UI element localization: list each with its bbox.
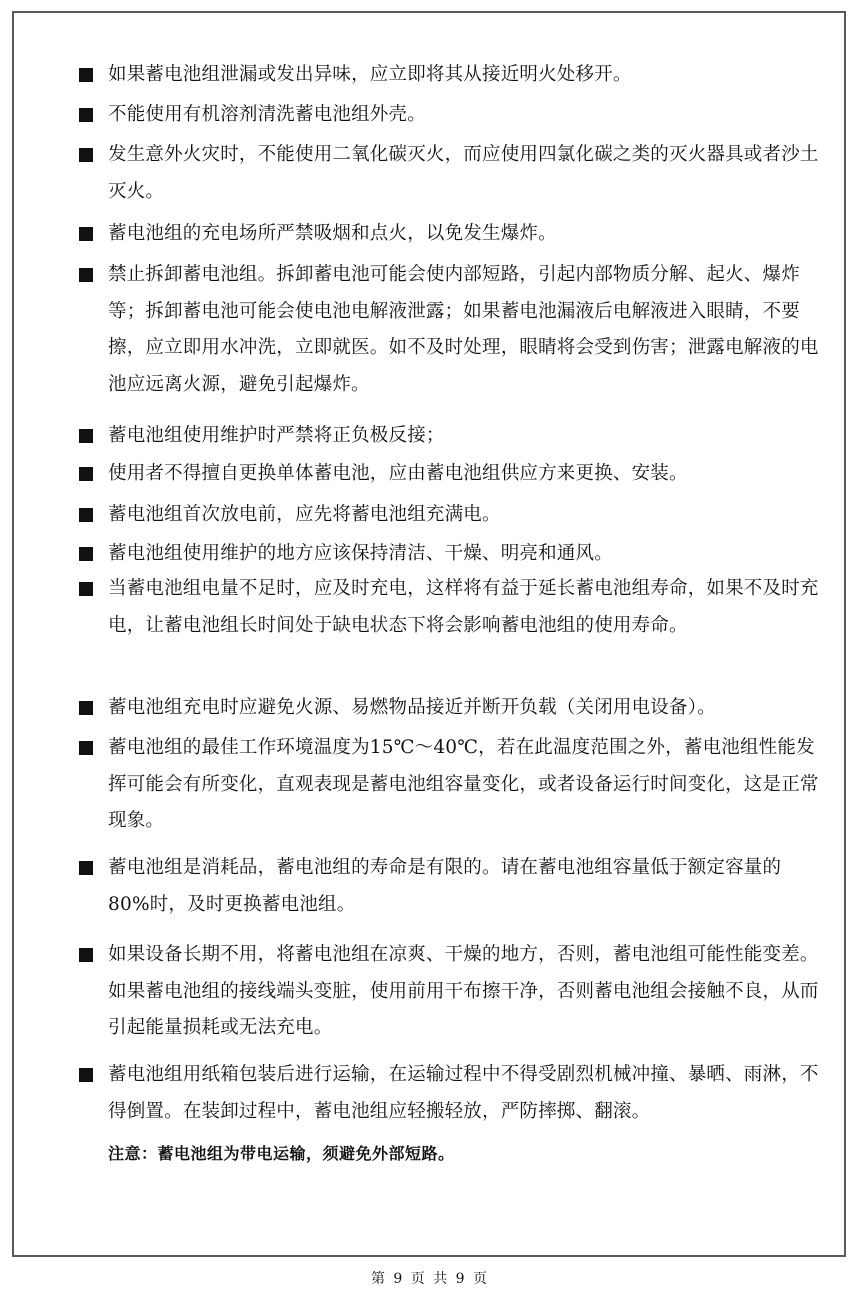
list-item: 如果设备长期不用，将蓄电池组在凉爽、干燥的地方，否则，蓄电池组可能性能变差。如果蓄电池组的接线端头变脏，使用前用干布擦干净，否则蓄电池组会接触不良，从而引起能量损耗或无法充电。 (79, 937, 819, 1047)
square-bullet-icon (79, 268, 93, 282)
list-item: 蓄电池组使用维护的地方应该保持清洁、干燥、明亮和通风。 (79, 536, 819, 573)
square-bullet-icon (79, 1068, 93, 1082)
page-footer: 第 9 页 共 9 页 (370, 1271, 490, 1287)
list-item: 如果蓄电池组泄漏或发出异味，应立即将其从接近明火处移开。 (79, 57, 819, 94)
square-bullet-icon (79, 68, 93, 82)
square-bullet-icon (79, 948, 93, 962)
square-bullet-icon (79, 148, 93, 162)
square-bullet-icon (79, 861, 93, 875)
square-bullet-icon (79, 701, 93, 715)
list-item: 不能使用有机溶剂清洗蓄电池组外壳。 (79, 97, 819, 134)
square-bullet-icon (79, 547, 93, 561)
square-bullet-icon (79, 108, 93, 122)
list-item: 蓄电池组的充电场所严禁吸烟和点火，以免发生爆炸。 (79, 216, 819, 253)
square-bullet-icon (79, 508, 93, 522)
list-item: 蓄电池组是消耗品，蓄电池组的寿命是有限的。请在蓄电池组容量低于额定容量的80%时，及时更换蓄电池组。 (79, 850, 819, 923)
list-item: 发生意外火灾时，不能使用二氧化碳灭火，而应使用四氯化碳之类的灭火器具或者沙土灭火。 (79, 137, 819, 210)
warning-note: 注意：蓄电池组为带电运输，须避免外部短路。 (108, 1144, 455, 1163)
square-bullet-icon (79, 467, 93, 481)
square-bullet-icon (79, 582, 93, 596)
square-bullet-icon (79, 741, 93, 755)
list-item: 蓄电池组首次放电前，应先将蓄电池组充满电。 (79, 497, 819, 534)
list-item: 禁止拆卸蓄电池组。拆卸蓄电池可能会使内部短路，引起内部物质分解、起火、爆炸等；拆卸蓄电池可能会使电池电解液泄露；如果蓄电池漏液后电解液进入眼睛，不要擦，应立即用水冲洗，立即就医。如不及时处理，眼睛将会受到伤害；泄露电解液的电池应远离火源，避免引起爆炸。 (79, 257, 819, 403)
list-item: 当蓄电池组电量不足时，应及时充电，这样将有益于延长蓄电池组寿命，如果不及时充电，让蓄电池组长时间处于缺电状态下将会影响蓄电池组的使用寿命。 (79, 571, 819, 644)
list-item: 蓄电池组用纸箱包装后进行运输，在运输过程中不得受剧烈机械冲撞、暴晒、雨淋，不得倒置。在装卸过程中，蓄电池组应轻搬轻放，严防摔掷、翻滚。 (79, 1057, 819, 1130)
list-item: 使用者不得擅自更换单体蓄电池，应由蓄电池组供应方来更换、安装。 (79, 456, 819, 493)
square-bullet-icon (79, 227, 93, 241)
square-bullet-icon (79, 429, 93, 443)
list-item: 蓄电池组的最佳工作环境温度为15℃～40℃，若在此温度范围之外，蓄电池组性能发挥可能会有所变化，直观表现是蓄电池组容量变化，或者设备运行时间变化，这是正常现象。 (79, 730, 819, 840)
list-item: 蓄电池组充电时应避免火源、易燃物品接近并断开负载（关闭用电设备）。 (79, 690, 819, 727)
list-item: 蓄电池组使用维护时严禁将正负极反接； (79, 418, 819, 455)
